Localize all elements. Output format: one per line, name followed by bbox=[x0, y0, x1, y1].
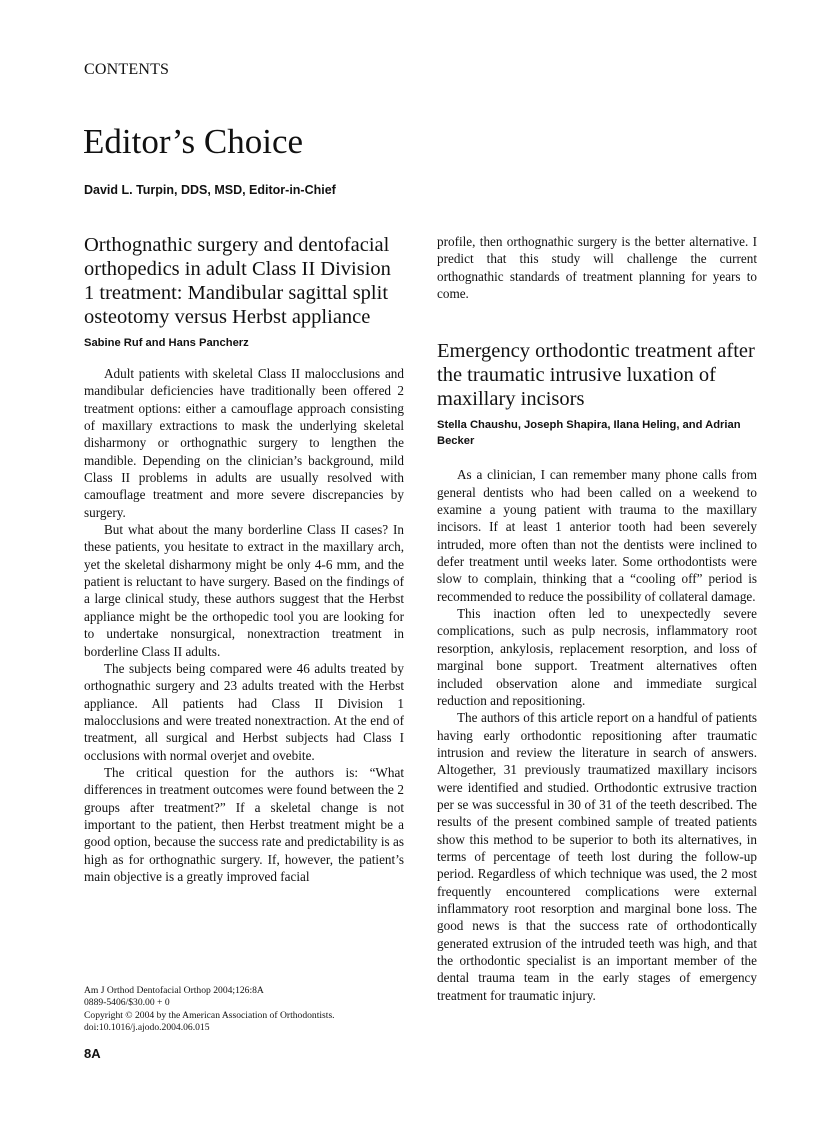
page-number: 8A bbox=[84, 1046, 101, 1061]
article-2-paragraph: The authors of this article report on a handful of patients having early orthodontic repositioning after traumatic intrusion and review the literature in search of answers. Altogether, 31 previously traumatized maxillary incisors were identified and studied. Orthodontic extrusive traction per se was successful in 30 of 31 of the teeth described. The results of the present combined sample of treated patients show this method to be superior to both its alternatives, in terms of percentage of teeth lost during the follow-up period. Regardless of which technique was used, the 2 most frequently encountered complications were external inflammatory root resorption and marginal bone loss. The good news is that the success rate of orthodontically generated extrusion of the intruded teeth was high, and that the orthodontic specialist is an important member of the dental trauma team in the early stages of emergency treatment for traumatic injury. bbox=[437, 710, 757, 1003]
article-1-body bbox=[84, 365, 404, 885]
section-label: CONTENTS bbox=[84, 61, 170, 78]
article-1-paragraph: profile, then orthognathic surgery is the better alternative. I predict that this study will challenge the current orthognathic standards of treatment planning for years to come. bbox=[437, 234, 757, 302]
article-1-paragraph: The subjects being compared were 46 adults treated by orthognathic surgery and 23 adults treated with the Herbst appliance. All patients had Class II Division 1 malocclusions and were treated nonextraction. At the end of treatment, all surgical and Herbst subjects had Class I occlusions with normal overjet and ovebite. bbox=[84, 660, 404, 763]
footer-meta bbox=[84, 985, 335, 1035]
article-2-paragraph: As a clinician, I can remember many phone calls from general dentists who had been called on a weekend to examine a young patient with trauma to the maxillary incisors. If at least 1 anterior tooth had been severely intruded, more often than not the dentists were inclined to defer treatment until weeks later. Some orthodontists were slow to complain, thinking that a “cooling off” period is recommended to reduce the possibility of collateral damage. bbox=[437, 467, 757, 604]
article-1-paragraph: But what about the many borderline Class II cases? In these patients, you hesitate to extract in the maxillary arch, yet the skeletal disharmony might be only 4-6 mm, and the patient is reluctant to have surgery. Based on the findings of a large clinical study, these authors suggest that the Herbst appliance might be the orthopedic tool you are looking for to undertake nonsurgical, nonextraction treatment in borderline Class II adults. bbox=[84, 522, 404, 659]
article-1-paragraph: Adult patients with skeletal Class II malocclusions and mandibular deficiencies have traditionally been offered 2 treatment options: either a camouflage approach consisting of maxillary extractions to mask the underlying skeletal disharmony or orthognathic surgery to lengthen the mandible. Depending on the clinician’s background, mild Class II problems in adults are usually resolved with camouflage treatment and more severe discrepancies by surgery. bbox=[84, 366, 404, 520]
copyright-notice: Copyright © 2004 by the American Association of Orthodontists. bbox=[84, 1009, 335, 1021]
left-column bbox=[84, 233, 404, 885]
journal-citation: Am J Orthod Dentofacial Orthop 2004;126:8A bbox=[84, 985, 264, 996]
article-2-paragraph: This inaction often led to unexpectedly severe complications, such as pulp necrosis, inflammatory root resorption, ankylosis, replacement resorption, and loss of marginal bone support. Treatment alternatives often included observation alone and immediate surgical reduction and repositioning. bbox=[437, 606, 757, 708]
editor-byline: David L. Turpin, DDS, MSD, Editor-in-Chief bbox=[84, 183, 336, 197]
page-title: Editor’s Choice bbox=[83, 122, 304, 161]
article-1-continuation bbox=[437, 233, 757, 302]
article-1-authors: Sabine Ruf and Hans Pancherz bbox=[84, 337, 249, 349]
doi[interactable]: doi:10.1016/j.ajodo.2004.06.015 bbox=[84, 1022, 210, 1034]
article-1-paragraph: The critical question for the authors is: “What differences in treatment outcomes were found between the 2 groups after treatment?” If a skeletal change is not important to the patient, then Herbst treatment might be a good option, because the success rate and predictability is as high as for orthognathic surgery. If, however, the patient’s main objective is a greatly improved facial bbox=[84, 764, 404, 884]
right-column bbox=[437, 233, 757, 1004]
article-1 bbox=[84, 233, 404, 885]
article-1-title[interactable]: Orthognathic surgery and dentofacial orthopedics in adult Class II Division 1 treatment: Mandibular sagittal split osteotomy versus Herbst appliance bbox=[84, 234, 391, 328]
article-2-body bbox=[437, 466, 757, 1004]
article-2 bbox=[437, 339, 757, 1004]
article-2-authors: Stella Chaushu, Joseph Shapira, Ilana Heling, and Adrian Becker bbox=[437, 419, 741, 448]
article-2-title[interactable]: Emergency orthodontic treatment after the traumatic intrusive luxation of maxillary incisors bbox=[437, 340, 755, 411]
issn-price: 0889-5406/$30.00 + 0 bbox=[84, 997, 170, 1009]
